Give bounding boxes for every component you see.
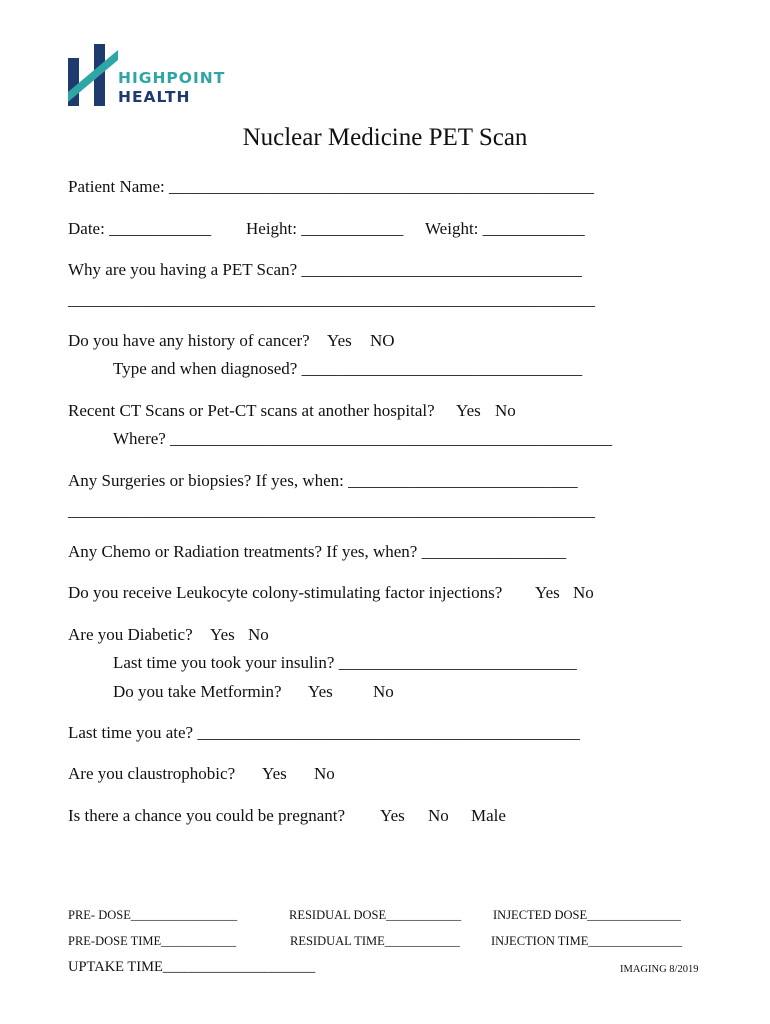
logo-mark-icon	[68, 44, 120, 108]
form-version-label: IMAGING 8/2019	[620, 964, 699, 975]
pre-dose-field[interactable]: PRE- DOSE_________________	[68, 908, 238, 922]
injection-time-field[interactable]: INJECTION TIME_______________	[491, 934, 683, 948]
logo-line-highpoint: HIGHPOINT	[118, 69, 226, 87]
leukocyte-question: Do you receive Leukocyte colony-stimulating factor injections?	[68, 583, 503, 602]
recent-ct-no-option[interactable]: No	[495, 401, 516, 420]
uptake-time-field[interactable]: UPTAKE TIME_____________________	[68, 959, 316, 975]
patient-name-field[interactable]: Patient Name: __________________________________________________	[68, 177, 595, 196]
pregnant-question: Is there a chance you could be pregnant?	[68, 806, 346, 825]
residual-dose-field[interactable]: RESIDUAL DOSE____________	[289, 908, 462, 922]
highpoint-health-logo	[68, 44, 226, 110]
metformin-yes-option[interactable]: Yes	[308, 682, 333, 701]
residual-time-field[interactable]: RESIDUAL TIME____________	[290, 934, 460, 948]
logo-line-health: HEALTH	[118, 88, 191, 106]
cancer-history-no-option[interactable]: NO	[370, 331, 395, 350]
pregnant-no-option[interactable]: No	[428, 806, 449, 825]
date-field[interactable]: Date: ____________	[68, 219, 212, 238]
leukocyte-yes-option[interactable]: Yes	[535, 583, 560, 602]
surgeries-continued-line[interactable]: ______________________________________________________________	[68, 501, 595, 520]
recent-ct-yes-option[interactable]: Yes	[456, 401, 481, 420]
diabetic-no-option[interactable]: No	[248, 625, 269, 644]
pregnant-yes-option[interactable]: Yes	[380, 806, 405, 825]
metformin-no-option[interactable]: No	[373, 682, 394, 701]
weight-field[interactable]: Weight: ____________	[425, 219, 585, 238]
cancer-history-question: Do you have any history of cancer?	[68, 331, 310, 350]
pre-dose-time-field[interactable]: PRE-DOSE TIME____________	[68, 934, 237, 948]
form-title: Nuclear Medicine PET Scan	[242, 124, 528, 151]
claustrophobic-no-option[interactable]: No	[314, 764, 335, 783]
diabetic-question: Are you Diabetic?	[68, 625, 193, 644]
recent-ct-question: Recent CT Scans or Pet-CT scans at another hospital?	[68, 401, 435, 420]
chemo-radiation-field[interactable]: Any Chemo or Radiation treatments? If yes, when? _________________	[68, 542, 567, 561]
surgeries-field[interactable]: Any Surgeries or biopsies? If yes, when: ___________________________	[68, 471, 578, 490]
why-pet-scan-field[interactable]: Why are you having a PET Scan? _________________________________	[68, 260, 582, 279]
last-ate-field[interactable]: Last time you ate? _____________________________________________	[68, 723, 580, 742]
cancer-history-yes-option[interactable]: Yes	[327, 331, 352, 350]
insulin-field[interactable]: Last time you took your insulin? ____________________________	[113, 653, 577, 672]
height-field[interactable]: Height: ____________	[246, 219, 404, 238]
claustrophobic-yes-option[interactable]: Yes	[262, 764, 287, 783]
leukocyte-no-option[interactable]: No	[573, 583, 594, 602]
metformin-question: Do you take Metformin?	[113, 682, 282, 701]
claustrophobic-question: Are you claustrophobic?	[68, 764, 236, 783]
pregnant-male-option[interactable]: Male	[471, 806, 506, 825]
injected-dose-field[interactable]: INJECTED DOSE_______________	[493, 908, 681, 922]
why-pet-scan-continued-line[interactable]: ______________________________________________________________	[68, 290, 595, 309]
recent-ct-where-field[interactable]: Where? ____________________________________________________	[113, 429, 613, 448]
diabetic-yes-option[interactable]: Yes	[210, 625, 235, 644]
cancer-type-field[interactable]: Type and when diagnosed? _________________________________	[113, 359, 583, 378]
